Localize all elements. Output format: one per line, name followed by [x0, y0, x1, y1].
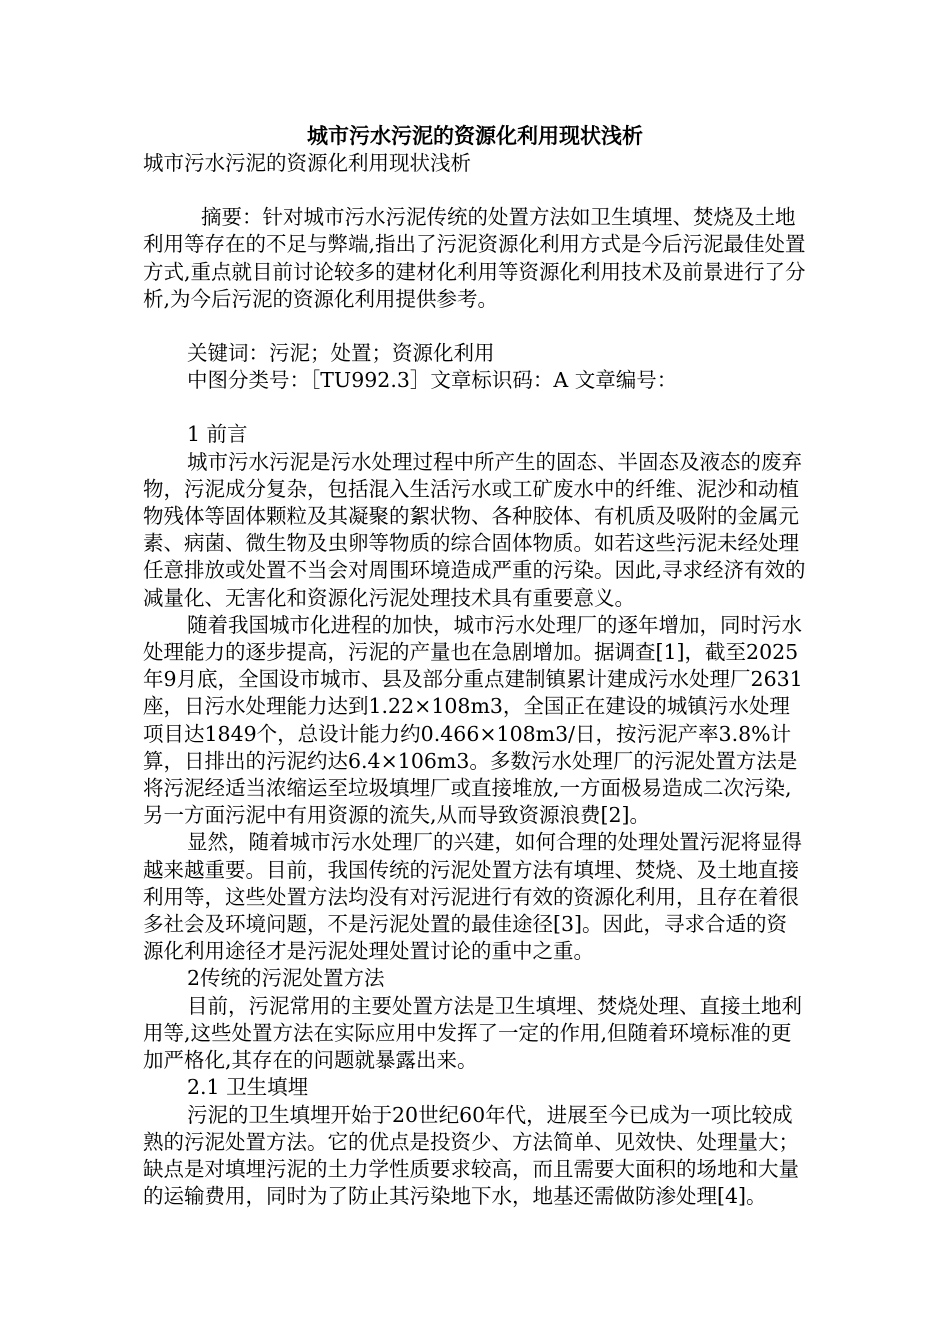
section-1-heading: 1 前言 [187, 422, 248, 447]
section-1-paragraph-1: 城市污水污泥是污水处理过程中所产生的固态、半固态及液态的废弃物，污泥成分复杂，包括混入生活污水或工矿废水中的纤维、泥沙和动植物残体等固体颗粒及其凝聚的絮状物、各种胶体、有机质及吸附的金属元素、病菌、微生物及虫卵等物质的综合固体物质。如若这些污泥未经处理任意排放或处置不当会对周围环境造成严重的污染。因此,寻求经济有效的减量化、无害化和资源化污泥处理技术具有重要意义。 [143, 449, 806, 610]
section-2-heading: 2传统的污泥处置方法 [187, 966, 385, 991]
keywords-line: 关键词：污泥；处置；资源化利用 [187, 341, 495, 366]
section-1-paragraph-3: 显然，随着城市污水处理厂的兴建，如何合理的处理处置污泥将显得越来越重要。目前，我国传统的污泥处置方法有填埋、焚烧、及土地直接利用等，这些处置方法均没有对污泥进行有效的资源化利用，且存在着很多社会及环境问题，不是污泥处置的最佳途径[3]。因此，寻求合适的资源化利用途径才是污泥处理处置讨论的重中之重。 [143, 830, 802, 964]
document-body [143, 150, 807, 1210]
spacer [143, 313, 807, 340]
abstract-paragraph: 摘要：针对城市污水污泥传统的处置方法如卫生填埋、焚烧及土地利用等存在的不足与弊端,指出了污泥资源化利用方式是今后污泥最佳处置方式,重点就目前讨论较多的建材化利用等资源化利用技术及前景进行了分析,为今后污泥的资源化利用提供参考。 [143, 205, 806, 311]
section-1-paragraph-2: 随着我国城市化进程的加快，城市污水处理厂的逐年增加，同时污水处理能力的逐步提高，污泥的产量也在急剧增加。据调查[1]，截至2025年9月底，全国设市城市、县及部分重点建制镇累计建成污水处理厂2631座，日污水处理能力达到1.22×108m3，全国正在建设的城镇污水处理项目达1849个，总设计能力约0.466×108m3/日，按污泥产率3.8%计算，日排出的污泥约达6.4×106m3。多数污水处理厂的污泥处置方法是将污泥经适当浓缩运至垃圾填埋厂或直接堆放,一方面极易造成二次污染,另一方面污泥中有用资源的流失,从而导致资源浪费[2]。 [143, 612, 803, 828]
spacer [143, 394, 807, 421]
document-subtitle: 城市污水污泥的资源化利用现状浅析 [143, 151, 471, 175]
document-title: 城市污水污泥的资源化利用现状浅析 [307, 124, 643, 148]
section-2-paragraph-1: 目前，污泥常用的主要处置方法是卫生填埋、焚烧处理、直接土地利用等,这些处置方法在实际应用中发挥了一定的作用,但随着环境标准的更加严格化,其存在的问题就暴露出来。 [143, 993, 802, 1073]
section-2-1-heading: 2.1 卫生填埋 [187, 1075, 309, 1100]
section-2-1-paragraph-1: 污泥的卫生填埋开始于20世纪60年代，进展至今已成为一项比较成熟的污泥处置方法。它的优点是投资少、方法简单、见效快、处理量大；缺点是对填埋污泥的土力学性质要求较高，而且需要大面积的场地和大量的运输费用，同时为了防止其污染地下水，地基还需做防渗处理[4]。 [143, 1102, 799, 1209]
classification-line: 中图分类号：［TU992.3］文章标识码：A 文章编号： [187, 368, 678, 393]
spacer [143, 177, 807, 204]
